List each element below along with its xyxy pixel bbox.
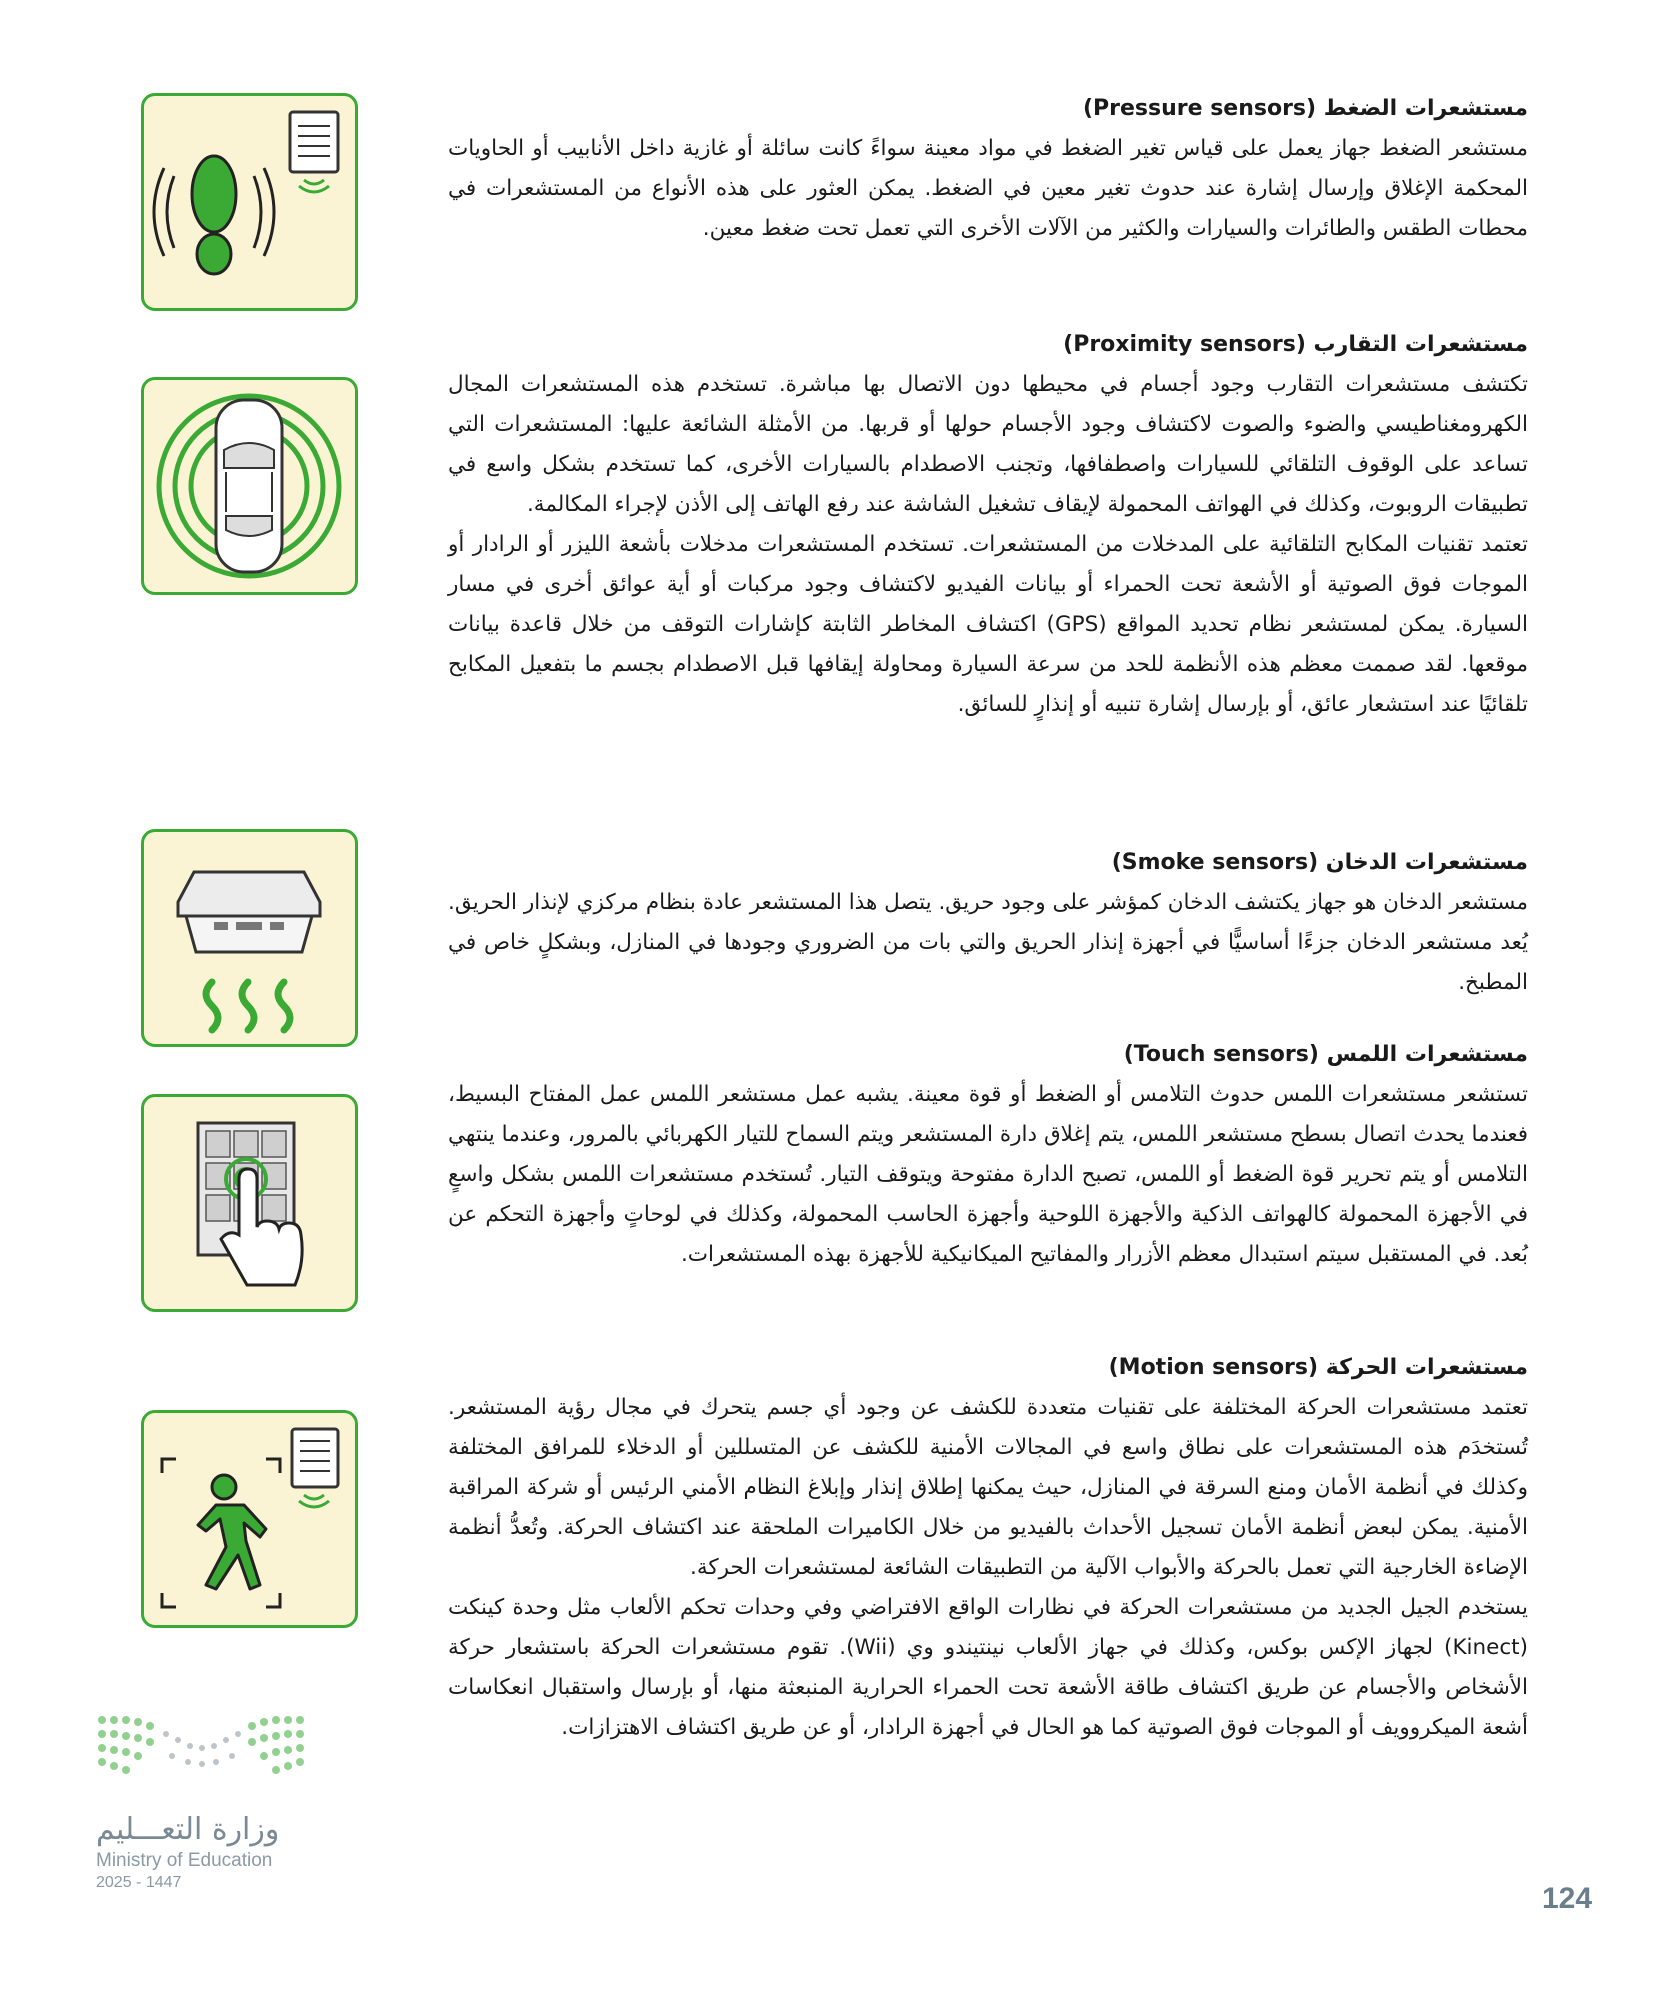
section-body: تكتشف مستشعرات التقارب وجود أجسام في محيطها دون الاتصال بها مباشرة. تستخدم هذه المستشعرات المجال الكهرومغناطيسي والضوء والصوت لاكتشاف وجود الأجسام حولها أو قربها. من الأمثلة الشائعة عليها: المستشعرات التي تساعد على الوقوف التلقائي للسيارات واصطفافها، وتجنب الاصطدام بالسيارات الأخرى، كما تستخدم بشكل واسع في تطبيقات الروبوت، وكذلك في الهواتف المحمولة لإيقاف تشغيل الشاشة عند رفع الهاتف إلى الأذن لإجراء المكالمة. [448,372,1528,517]
section-body-2: تعتمد تقنيات المكابح التلقائية على المدخلات من المستشعرات. تستخدم المستشعرات مدخلات بأشعة الليزر أو الرادار أو الموجات فوق الصوتية أو الأشعة تحت الحمراء أو بيانات الفيديو لاكتشاف وجود مركبات أو أية عوائق أخرى في مسار السيارة. يمكن لمستشعر نظام تحديد المواقع (GPS) اكتشاف المخاطر الثابتة كإشارات التوقف من خلال قاعدة بيانات موقعها. لقد صممت معظم هذه الأنظمة للحد من سرعة السيارة ومحاولة إيقافها قبل الاصطدام بجسم ما بتفعيل المكابح تلقائيًا عند استشعار عائق، أو بإرسال إشارة تنبيه أو إنذارٍ للسائق. [448,532,1528,717]
page-number: 124 [1542,1882,1593,1915]
section-body: مستشعر الدخان هو جهاز يكتشف الدخان كمؤشر على وجود حريق. يتصل هذا المستشعر عادة بنظام مركزي لإنذار الحريق. يُعد مستشعر الدخان جزءًا أساسيًّا في أجهزة إنذار الحريق والتي بات من الضروري وجودها في المنازل، وبشكلٍ خاص في المطبخ. [448,890,1528,995]
section-body: تستشعر مستشعرات اللمس حدوث التلامس أو الضغط أو قوة معينة. يشبه عمل مستشعر اللمس عمل المفتاح البسيط، فعندما يحدث اتصال بسطح مستشعر اللمس، يتم إغلاق دارة المستشعر ويتم السماح للتيار الكهربائي بالمرور، وعندما ينتهي التلامس أو يتم تحرير قوة الضغط أو اللمس، تصبح الدارة مفتوحة ويتوقف التيار. تُستخدم مستشعرات اللمس بشكل واسعٍ في الأجهزة المحمولة كالهواتف الذكية والأجهزة اللوحية وأجهزة الحاسب المحمولة، وكذلك في لوحاتٍ وأجهزة التحكم عن بُعد. في المستقبل سيتم استبدال معظم الأزرار والمفاتيح الميكانيكية للأجهزة بهذه المستشعرات. [448,1082,1528,1267]
smoke-sensor-icon [141,829,358,1047]
section-title: مستشعرات التقارب (Proximity sensors) [1063,332,1528,357]
ministry-name-english: Ministry of Education [96,1850,273,1871]
ministry-name-arabic: وزارة التعـــليم [96,1812,280,1847]
ministry-logo-icon [92,1700,322,1810]
pressure-sensor-icon [141,93,358,311]
section-title: مستشعرات اللمس (Touch sensors) [1123,1042,1528,1067]
motion-sensor-icon [141,1410,358,1628]
section-body: تعتمد مستشعرات الحركة المختلفة على تقنيات متعددة للكشف عن وجود أي جسم يتحرك في مجال رؤية المستشعر. تُستخدَم هذه المستشعرات على نطاق واسع في المجالات الأمنية للكشف عن المتسللين أو الدخلاء للمرافق المختلفة وكذلك في أنظمة الأمان ومنع السرقة في المنازل، حيث يمكنها إطلاق إنذار وإبلاغ النظام الأمني الرئيس أو شركة المراقبة الأمنية. يمكن لبعض أنظمة الأمان تسجيل الأحداث بالفيديو من خلال الكاميرات الملحقة عند اكتشاف الحركة. وتُعدُّ أنظمة الإضاءة الخارجية التي تعمل بالحركة والأبواب الآلية من التطبيقات الشائعة لمستشعرات الحركة. [448,1395,1528,1580]
section-body: مستشعر الضغط جهاز يعمل على قياس تغير الضغط في مواد معينة سواءً كانت سائلة أو غازية داخل الأنابيب أو الحاويات المحكمة الإغلاق وإرسال إشارة عند حدوث تغير معين في الضغط. يمكن العثور على هذه الأنواع من المستشعرات في محطات الطقس والطائرات والسيارات والكثير من الآلات الأخرى التي تعمل تحت ضغط معين. [448,136,1528,241]
touch-sensor-icon [141,1094,358,1312]
section-smoke [448,847,1528,1003]
section-motion [448,1352,1528,1748]
section-pressure [448,93,1528,249]
section-touch [448,1039,1528,1275]
ministry-year: 2025 - 1447 [96,1874,182,1891]
section-body-2: يستخدم الجيل الجديد من مستشعرات الحركة في نظارات الواقع الافتراضي وفي وحدات تحكم الألعاب مثل وحدة كينكت (Kinect) لجهاز الإكس بوكس، وكذلك في جهاز الألعاب نينتيندو وي (Wii). تقوم مستشعرات الحركة باستشعار حركة الأشخاص والأجسام عن طريق اكتشاف طاقة الأشعة تحت الحمراء الحرارية المنبعثة منها، أو بإرسال واستقبال انعكاسات أشعة الميكروويف أو الموجات فوق الصوتية كما هو الحال في أجهزة الرادار، أو عن طريق اكتشاف الاهتزازات. [448,1595,1529,1740]
section-title: مستشعرات الحركة (Motion sensors) [1108,1355,1528,1380]
proximity-sensor-icon [141,377,358,595]
section-title: مستشعرات الدخان (Smoke sensors) [1111,850,1528,875]
section-proximity [448,329,1528,725]
section-title: مستشعرات الضغط (Pressure sensors) [1082,96,1528,121]
